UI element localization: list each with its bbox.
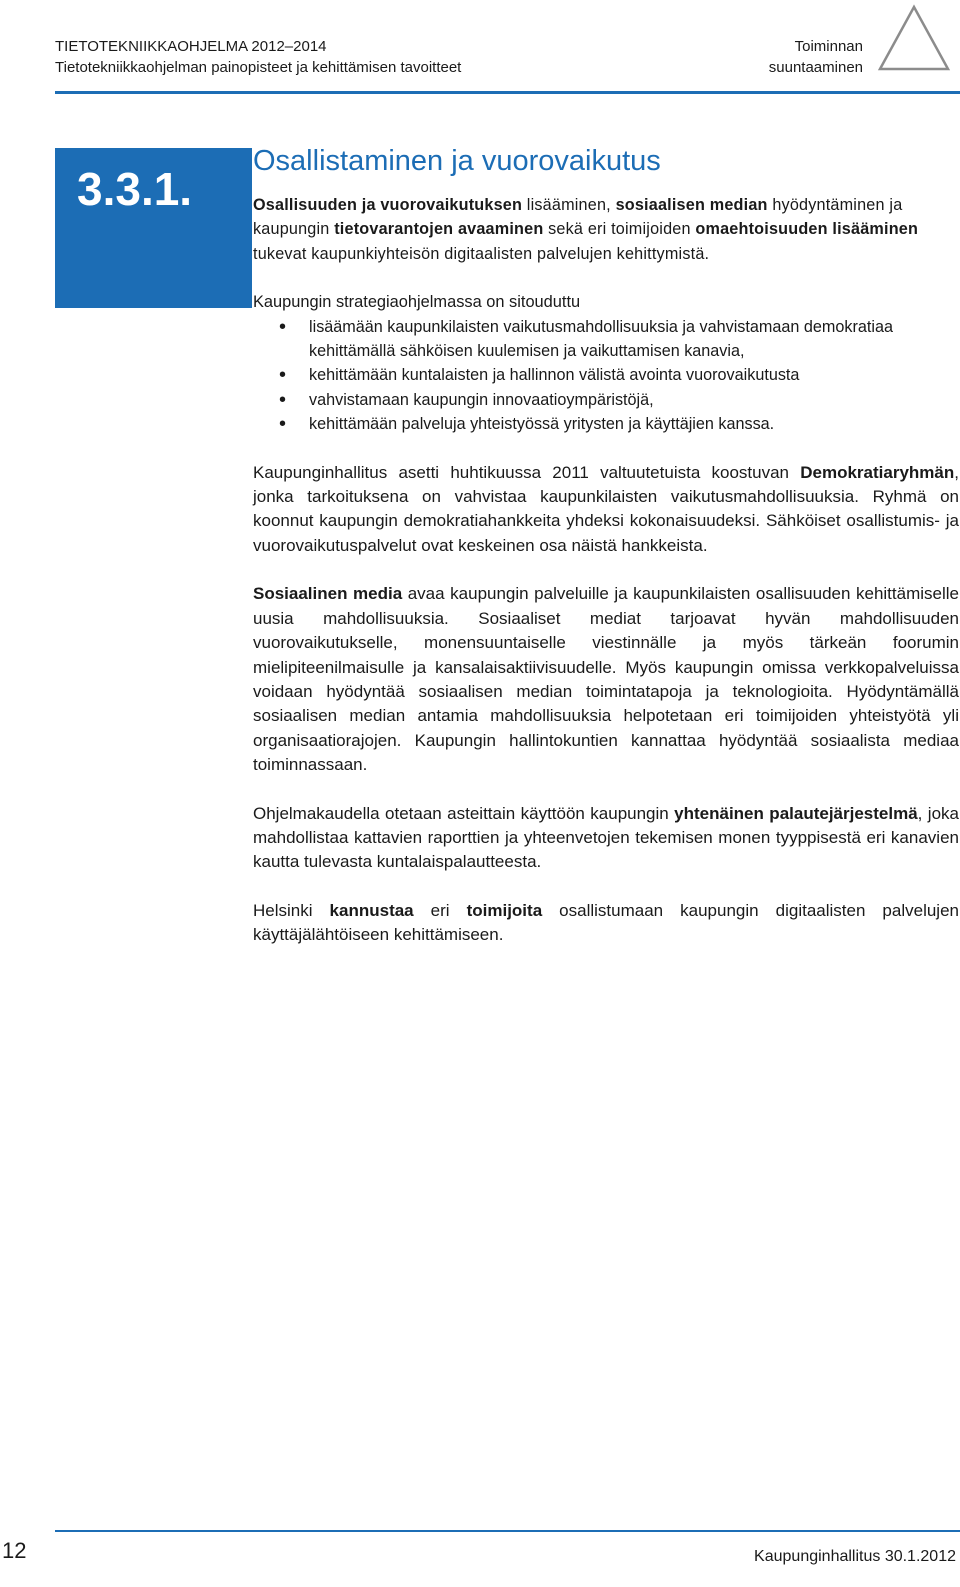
body-text: osallistumaan kaupungin digitaalisten palvelujen käyttäjälähtöiseen kehittämiseen. <box>253 900 959 945</box>
body-paragraph <box>253 582 959 777</box>
section-number: 3.3.1. <box>77 163 193 215</box>
emphasis-text: sosiaalisen median <box>615 196 768 214</box>
emphasis-text: yhtenäinen palautejärjestelmä <box>674 803 918 823</box>
section-title: Osallistaminen ja vuorovaikutus <box>253 145 661 177</box>
header-chapter-line2: suuntaaminen <box>768 59 863 76</box>
strategy-bullet-list <box>253 315 959 437</box>
body-text: hyödyntäminen ja kaupungin <box>253 196 903 239</box>
emphasis-text: toimijoita <box>466 900 543 920</box>
body-paragraph <box>253 802 959 875</box>
body-text: lisääminen, <box>522 196 616 214</box>
body-text: , jonka tarkoituksena on vahvistaa kaupunkilaisten vaikutusmahdollisuuksia. Ryhmä on koonnut kaupungin demokratiahankkeita yhdeksi kokonaisuudeksi. Sähköiset osallistumis- ja vuorovaikutuspalvelut ovat keskeinen osa näistä hankkeista. <box>253 462 959 555</box>
body-text: sekä eri toimijoiden <box>543 220 696 239</box>
body-text: eri <box>413 900 467 920</box>
emphasis-text: Osallisuuden ja vuorovaikutuksen <box>253 196 523 214</box>
running-header <box>55 36 461 78</box>
intro-paragraph <box>253 193 959 266</box>
body-text: Ohjelmakaudella otetaan asteittain käyttöön kaupungin <box>253 803 675 823</box>
strategy-lead: Kaupungin strategiaohjelmassa on sitouduttu <box>253 293 581 312</box>
emphasis-text: kannustaa <box>329 900 414 920</box>
emphasis-text: omaehtoisuuden lisääminen <box>695 220 919 239</box>
body-paragraphs <box>253 461 959 948</box>
emphasis-text: tietovarantojen avaaminen <box>334 220 544 239</box>
body-text: Kaupunginhallitus asetti huhtikuussa 2011 valtuutetuista koostuvan <box>253 462 801 482</box>
triangle-outline-icon <box>877 4 951 72</box>
bullet-item: • vahvistamaan kaupungin innovaatioympäristöjä, <box>253 388 959 412</box>
body-paragraph <box>253 461 959 559</box>
body-text: tukevat kaupunkiyhteisön digitaalisten palvelujen kehittymistä. <box>253 244 710 263</box>
strategy-block <box>253 290 959 436</box>
footer-publisher-date: Kaupunginhallitus 30.1.2012 <box>754 1548 956 1565</box>
header-chapter <box>769 36 863 78</box>
header-program-title: TIETOTEKNIIKKAOHJELMA 2012–2014 <box>55 38 327 55</box>
page-number: 12 <box>2 1538 27 1563</box>
emphasis-text: Sosiaalinen media <box>253 584 403 604</box>
bullet-item: • lisäämään kaupunkilaisten vaikutusmahdollisuuksia ja vahvistamaan demokratiaa kehittämällä sähköisen kuulemisen ja vaikuttamisen kanavia, <box>253 315 959 364</box>
header-divider <box>55 91 960 94</box>
header-subtitle: Tietotekniikkaohjelman painopisteet ja kehittämisen tavoitteet <box>55 59 462 76</box>
body-text: avaa kaupungin palveluille ja kaupunkilaisten osallisuuden kehittämiselle uusia mahdollisuuksia. Sosiaaliset mediat tarjoavat hyvän mahdollisuuden vuorovaikutukselle, monensuuntaiselle viestinnälle ja myös tärkeän foorumin mielipiteenilmaisulle ja kansalaisaktiivisuudelle. Myös kaupungin omissa verkkopalveluissa voidaan hyödyntää sosiaalisen median toimintatapoja ja teknologioita. Hyödyntämällä sosiaalisen median antamia mahdollisuuksia helpotetaan eri toimijoiden yhteistyötä yli organisaatiorajojen. Kaupungin hallintokuntien kannattaa hyödyntää sosiaalista mediaa toiminnassaan. <box>253 584 959 775</box>
header-chapter-line1: Toiminnan <box>794 38 863 55</box>
bullet-item: • kehittämään palveluja yhteistyössä yritysten ja käyttäjien kanssa. <box>253 412 959 436</box>
bullet-item: • kehittämään kuntalaisten ja hallinnon välistä avointa vuorovaikutusta <box>253 363 959 387</box>
footer-divider <box>55 1530 960 1532</box>
body-text: , joka mahdollistaa kattavien raporttien ja yhteenvetojen tekemisen monen tyyppisestä eri kanavien kautta tulevasta kuntalaispalautteesta. <box>253 803 959 872</box>
body-paragraph <box>253 899 959 948</box>
body-text: Helsinki <box>253 900 330 920</box>
main-content <box>253 143 959 972</box>
emphasis-text: Demokratiaryhmän <box>800 462 955 482</box>
section-number-box <box>55 148 252 308</box>
